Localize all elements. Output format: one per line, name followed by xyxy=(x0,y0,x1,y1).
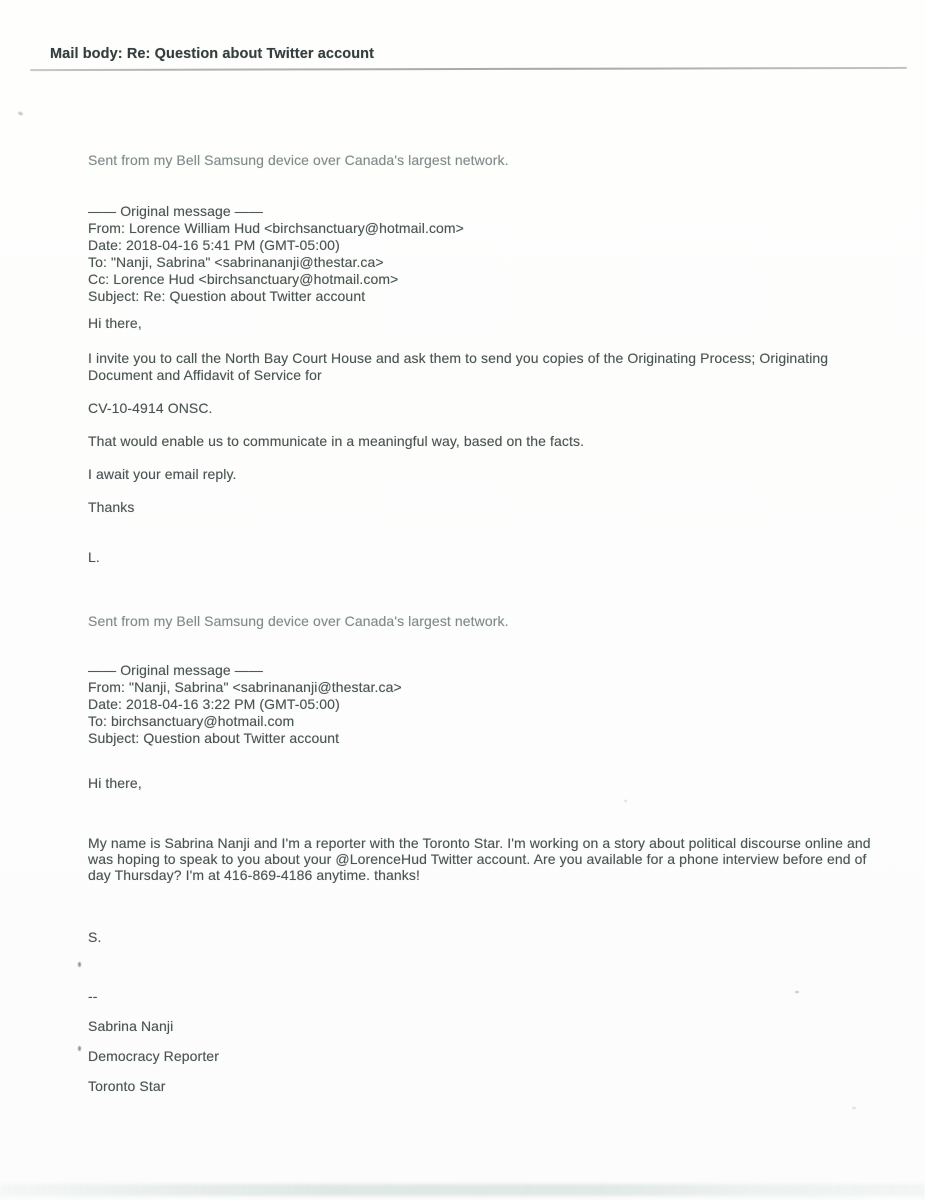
original-message-separator: —— Original message —— xyxy=(88,203,263,219)
body-line: I invite you to call the North Bay Court House and ask them to send you copies of the Originating Process; Originating xyxy=(88,350,829,366)
body-line: I await your email reply. xyxy=(88,466,237,482)
header-to: To: birchsanctuary@hotmail.com xyxy=(88,713,295,729)
body-greeting: Hi there, xyxy=(88,315,142,331)
header-from: From: "Nanji, Sabrina" <sabrinananji@thestar.ca> xyxy=(88,679,402,695)
signature-title: Democracy Reporter xyxy=(88,1048,219,1064)
scan-edge-band xyxy=(0,1184,925,1196)
header-date: Date: 2018-04-16 5:41 PM (GMT-05:00) xyxy=(88,237,340,253)
body-closing: Thanks xyxy=(88,499,135,515)
header-from: From: Lorence William Hud <birchsanctuary@hotmail.com> xyxy=(88,220,464,236)
mobile-signature: Sent from my Bell Samsung device over Canada's largest network. xyxy=(88,152,509,168)
body-line: Document and Affidavit of Service for xyxy=(88,367,322,383)
body-signoff: S. xyxy=(88,929,102,945)
scan-artifact xyxy=(78,1046,81,1051)
header-date: Date: 2018-04-16 3:22 PM (GMT-05:00) xyxy=(88,696,340,712)
header-subject: Subject: Question about Twitter account xyxy=(88,730,340,746)
case-number: CV-10-4914 ONSC. xyxy=(88,400,213,416)
body-signoff: L. xyxy=(88,549,100,565)
scan-artifact xyxy=(18,111,24,116)
signature-separator: -- xyxy=(88,988,98,1004)
scan-artifact xyxy=(795,991,799,993)
scan-artifact xyxy=(78,962,81,967)
mobile-signature: Sent from my Bell Samsung device over Canada's largest network. xyxy=(88,613,509,629)
signature-name: Sabrina Nanji xyxy=(88,1018,174,1034)
body-line: was hoping to speak to you about your @LorenceHud Twitter account. Are you available for a phone interview before end of xyxy=(88,851,867,867)
original-message-separator: —— Original message —— xyxy=(88,662,263,678)
signature-org: Toronto Star xyxy=(88,1078,166,1094)
header-subject: Subject: Re: Question about Twitter account xyxy=(88,288,366,304)
body-line: My name is Sabrina Nanji and I'm a reporter with the Toronto Star. I'm working on a story about political discourse online and xyxy=(88,835,871,851)
header-cc: Cc: Lorence Hud <birchsanctuary@hotmail.com> xyxy=(88,271,399,287)
title-divider xyxy=(30,67,907,71)
body-line: day Thursday? I'm at 416-869-4186 anytime. thanks! xyxy=(88,867,420,883)
body-greeting: Hi there, xyxy=(88,775,142,791)
page-title: Mail body: Re: Question about Twitter account xyxy=(50,46,375,62)
body-line: That would enable us to communicate in a meaningful way, based on the facts. xyxy=(88,433,585,449)
scan-artifact xyxy=(624,800,627,802)
header-to: To: "Nanji, Sabrina" <sabrinananji@thestar.ca> xyxy=(88,254,384,270)
scan-artifact xyxy=(852,1107,856,1109)
